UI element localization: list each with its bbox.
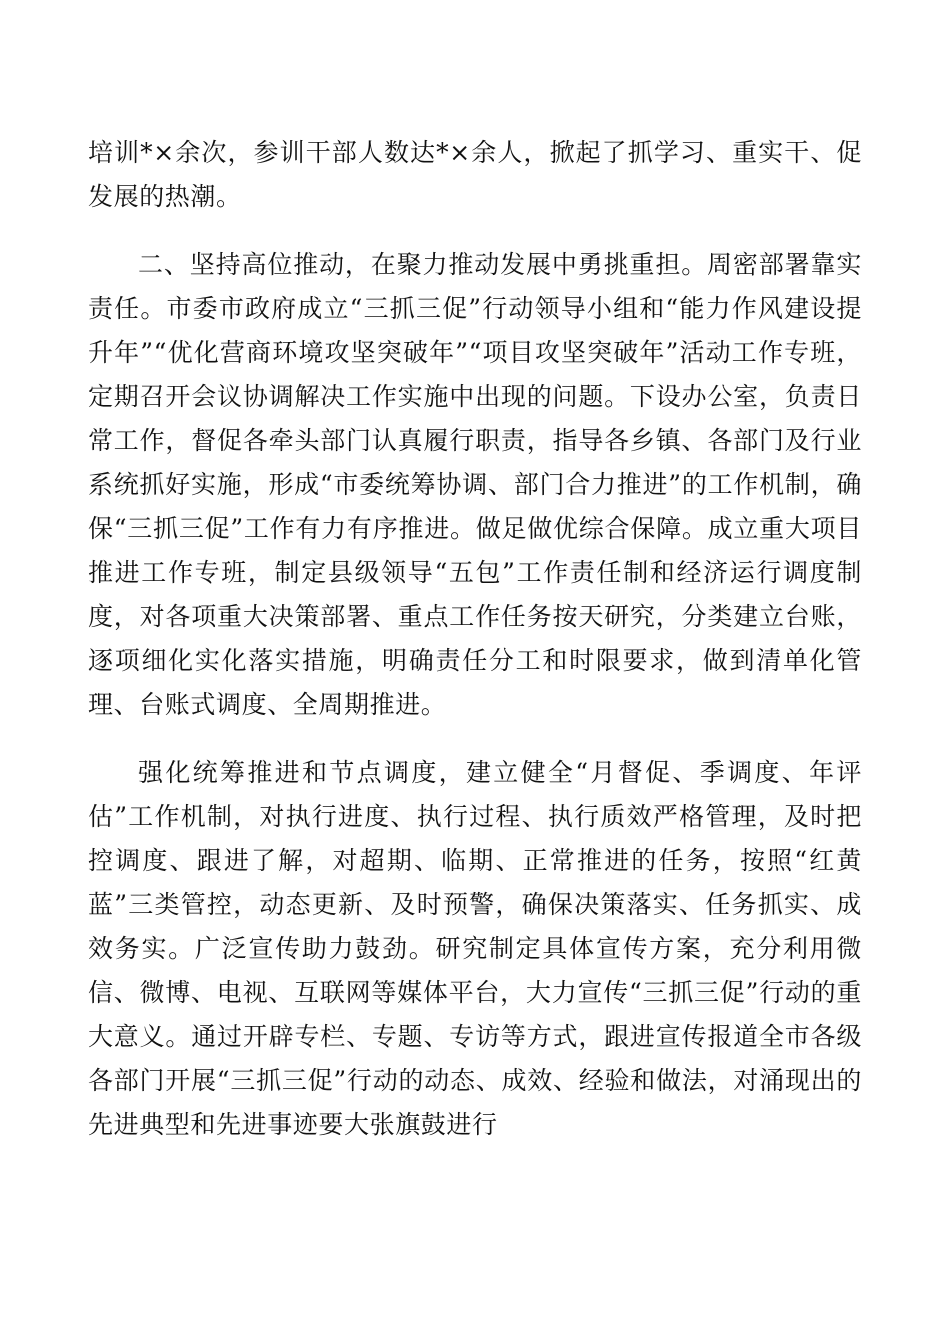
paragraph-2: 二、坚持高位推动，在聚力推动发展中勇挑重担。周密部署靠实责任。市委市政府成立“三抓三促”行动领导小组和“能力作风建设提升年”“优化营商环境攻坚突破年”“项目攻坚突破年”活动工作专班，定期召开会议协调解决工作实施中出现的问题。下设办公室，负责日常工作，督促各牵头部门认真履行职责，指导各乡镇、各部门及行业系统抓好实施，形成“市委统筹协调、部门合力推进”的工作机制，确保“三抓三促”工作有力有序推进。做足做优综合保障。成立重大项目推进工作专班，制定县级领导“五包”工作责任制和经济运行调度制度，对各项重大决策部署、重点工作任务按天研究，分类建立台账，逐项细化实化落实措施，明确责任分工和时限要求，做到清单化管理、台账式调度、全周期推进。 xyxy=(88,250,862,719)
paragraph-3: 强化统筹推进和节点调度，建立健全“月督促、季调度、年评估”工作机制，对执行进度、执行过程、执行质效严格管理，及时把控调度、跟进了解，对超期、临期、正常推进的任务，按照“红黄蓝”三类管控，动态更新、及时预警，确保决策落实、任务抓实、成效务实。广泛宣传助力鼓劲。研究制定具体宣传方案，充分利用微信、微博、电视、互联网等媒体平台，大力宣传“三抓三促”行动的重大意义。通过开辟专栏、专题、专访等方式，跟进宣传报道全市各级各部门开展“三抓三促”行动的动态、成效、经验和做法，对涌现出的先进典型和先进事迹要大张旗鼓进行 xyxy=(88,758,862,1139)
paragraph-1: 培训*×余次，参训干部人数达*×余人，掀起了抓学习、重实干、促发展的热潮。 xyxy=(88,138,862,211)
document-body xyxy=(88,131,862,1147)
